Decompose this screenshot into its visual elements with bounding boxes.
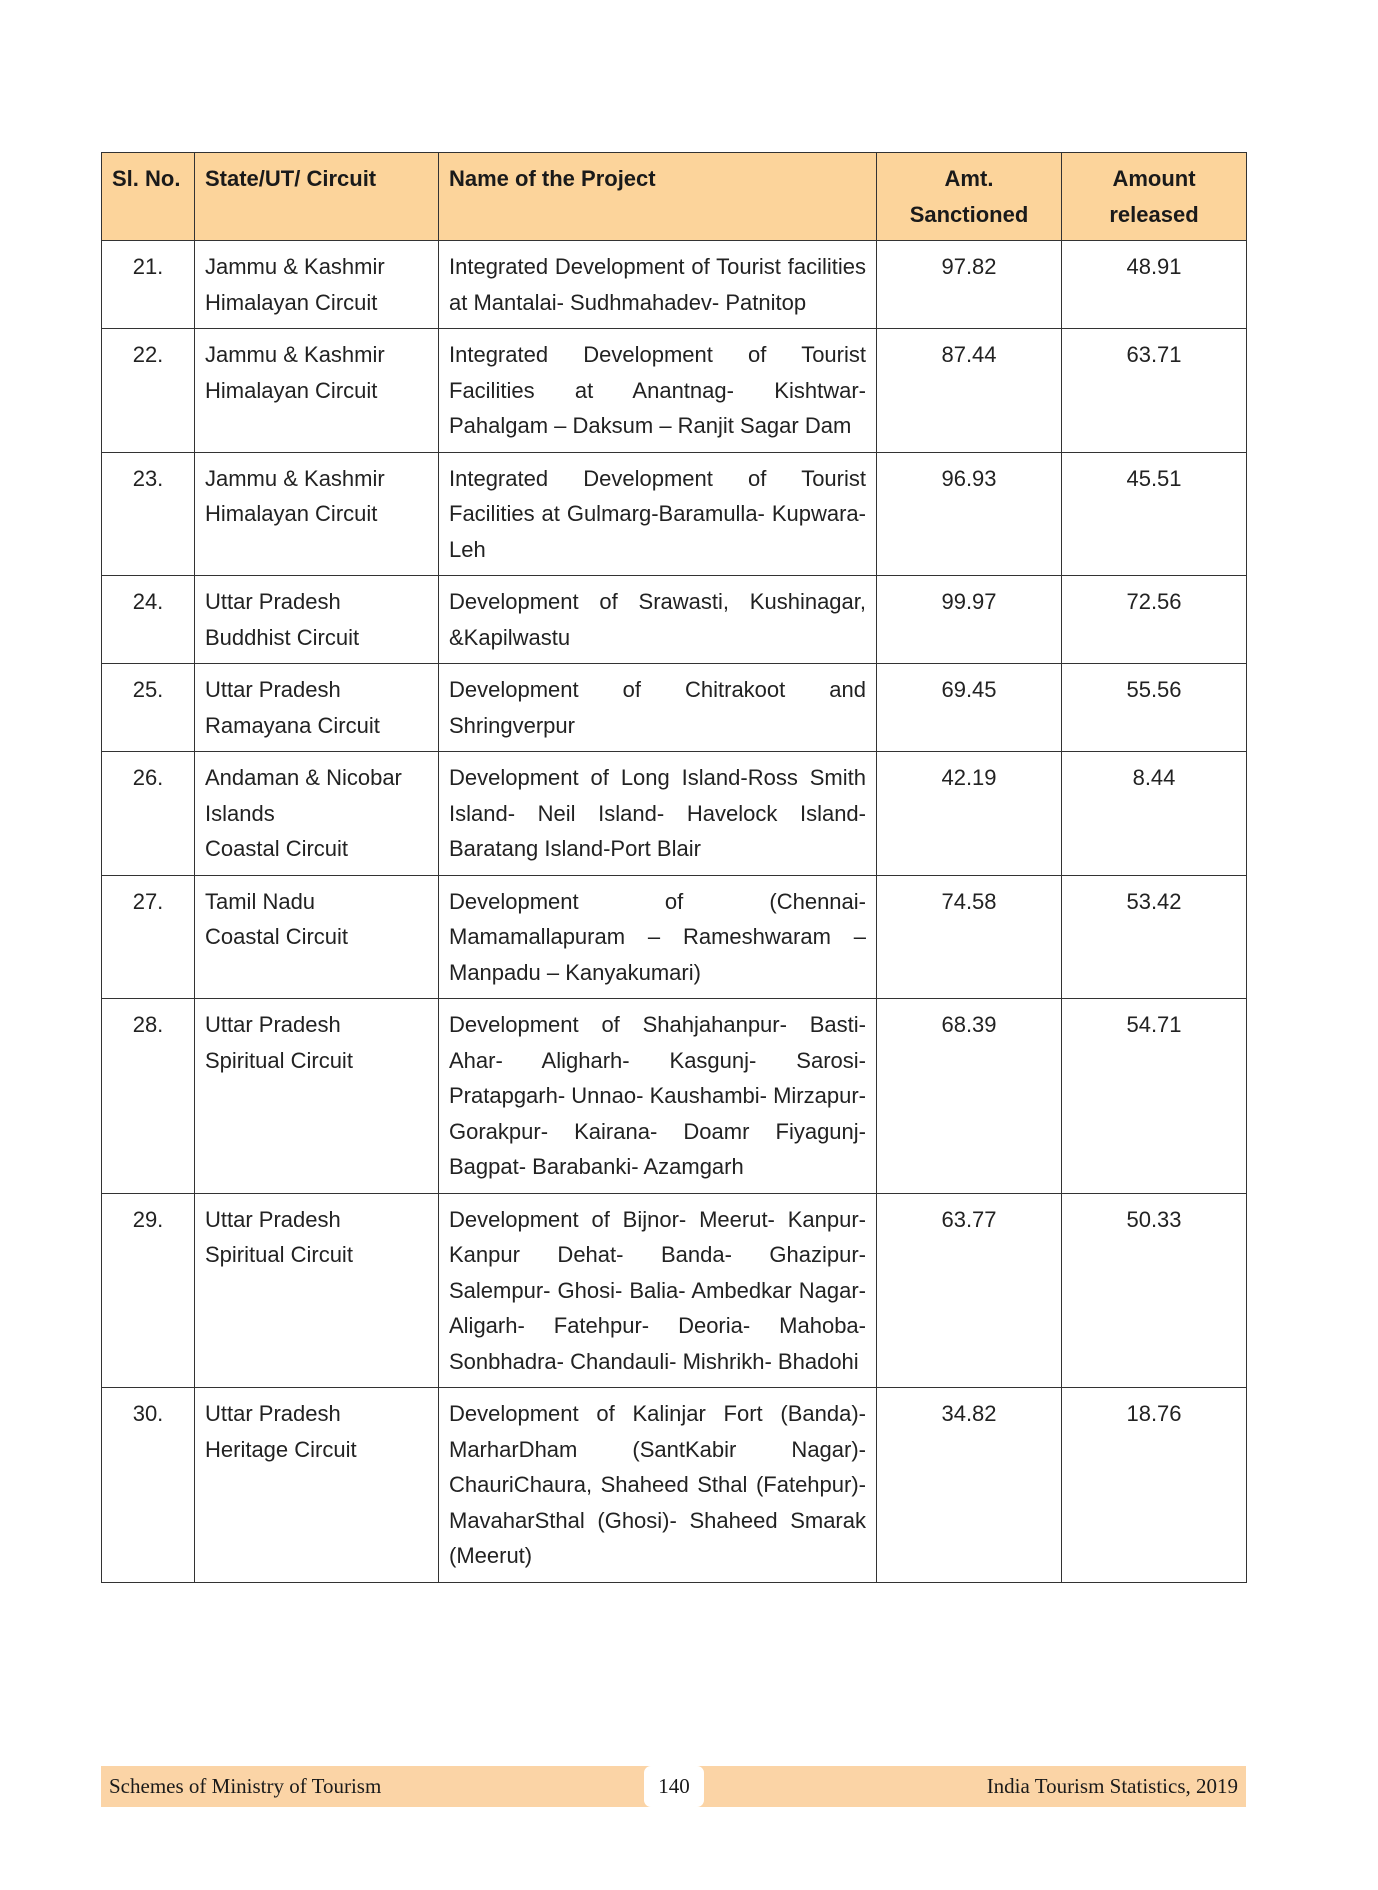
cell-amount-released: 8.44 bbox=[1062, 752, 1247, 876]
table-row bbox=[102, 576, 1247, 664]
cell-sl-no: 21. bbox=[102, 241, 195, 329]
cell-sl-no: 28. bbox=[102, 999, 195, 1194]
cell-state bbox=[195, 1388, 439, 1583]
cell-project-name: Development of Shahjahanpur- Basti- Ahar- Aligharh- Kasgunj- Sarosi- Pratapgarh- Unnao- Kaushambi- Mirzapur- Gorakpur- Kairana- Doamr Fiyagunj- Bagpat- Barabanki- Azamgarh bbox=[439, 999, 877, 1194]
cell-project-name: Integrated Development of Tourist Facilities at Gulmarg-Baramulla- Kupwara-Leh bbox=[439, 452, 877, 576]
cell-state-line: Uttar Pradesh bbox=[205, 589, 341, 614]
cell-state bbox=[195, 752, 439, 876]
cell-state bbox=[195, 329, 439, 453]
table-row bbox=[102, 452, 1247, 576]
cell-amount-released: 55.56 bbox=[1062, 664, 1247, 752]
cell-amount-released: 54.71 bbox=[1062, 999, 1247, 1194]
header-amount-released-line-2: released bbox=[1109, 201, 1199, 227]
cell-sl-no: 25. bbox=[102, 664, 195, 752]
header-row bbox=[102, 153, 1247, 241]
cell-state-line: Coastal Circuit bbox=[205, 924, 349, 949]
cell-project-name: Development of Kalinjar Fort (Banda)- MarharDham (SantKabir Nagar)- ChauriChaura, Shaheed Sthal (Fatehpur)- MavaharSthal (Ghosi)- Shaheed Smarak (Meerut) bbox=[439, 1388, 877, 1583]
cell-amount-released: 63.71 bbox=[1062, 329, 1247, 453]
cell-project-name: Development of Srawasti, Kushinagar, &Kapilwastu bbox=[439, 576, 877, 664]
cell-amount-released: 53.42 bbox=[1062, 875, 1247, 999]
cell-amt-sanctioned: 69.45 bbox=[877, 664, 1062, 752]
cell-state-line: Tamil Nadu bbox=[205, 888, 316, 914]
cell-amount-released: 18.76 bbox=[1062, 1388, 1247, 1583]
cell-amount-released: 50.33 bbox=[1062, 1193, 1247, 1388]
cell-state-line: Jammu & Kashmir bbox=[205, 465, 385, 491]
cell-sl-no: 27. bbox=[102, 875, 195, 999]
header-sl-no: Sl. No. bbox=[102, 153, 195, 241]
header-state: State/UT/ Circuit bbox=[195, 153, 439, 241]
cell-sl-no: 29. bbox=[102, 1193, 195, 1388]
cell-state-line: Uttar Pradesh bbox=[205, 677, 341, 702]
cell-state bbox=[195, 241, 439, 329]
table-row bbox=[102, 1388, 1247, 1583]
header-project: Name of the Project bbox=[439, 153, 877, 241]
cell-project-name: Integrated Development of Tourist Facilities at Anantnag- Kishtwar- Pahalgam – Daksum – Ranjit Sagar Dam bbox=[439, 329, 877, 453]
cell-sl-no: 23. bbox=[102, 452, 195, 576]
cell-state-line: Andaman & Nicobar bbox=[205, 765, 402, 790]
cell-project-name: Development of Chitrakoot and Shringverpur bbox=[439, 664, 877, 752]
cell-state-line: Heritage Circuit bbox=[205, 1436, 357, 1462]
cell-amt-sanctioned: 68.39 bbox=[877, 999, 1062, 1194]
cell-project-name: Development of (Chennai- Mamamallapuram – Rameshwaram – Manpadu – Kanyakumari) bbox=[439, 875, 877, 999]
cell-state-line: Jammu & Kashmir bbox=[205, 254, 385, 279]
cell-state-line: Spiritual Circuit bbox=[205, 1242, 353, 1267]
cell-project-name: Integrated Development of Tourist facilities at Mantalai- Sudhmahadev- Patnitop bbox=[439, 241, 877, 329]
header-amt-sanctioned-line-1: Amt. bbox=[944, 166, 994, 191]
table-row bbox=[102, 875, 1247, 999]
table-header bbox=[102, 153, 1247, 241]
cell-state-line: Islands bbox=[205, 800, 275, 826]
table-body bbox=[102, 241, 1247, 1583]
cell-state bbox=[195, 664, 439, 752]
header-amount-released bbox=[1062, 153, 1247, 241]
table-row bbox=[102, 329, 1247, 453]
table-row bbox=[102, 664, 1247, 752]
cell-sl-no: 30. bbox=[102, 1388, 195, 1583]
projects-table-container bbox=[101, 152, 1246, 1583]
cell-amt-sanctioned: 74.58 bbox=[877, 875, 1062, 999]
cell-state-line: Himalayan Circuit bbox=[205, 501, 378, 526]
cell-amt-sanctioned: 99.97 bbox=[877, 576, 1062, 664]
cell-state bbox=[195, 999, 439, 1194]
cell-project-name: Development of Bijnor- Meerut- Kanpur- Kanpur Dehat- Banda- Ghazipur- Salempur- Ghosi- Balia- Ambedkar Nagar- Aligarh- Fatehpur- Deoria- Mahoba- Sonbhadra- Chandauli- Mishrikh- Bhadohi bbox=[439, 1193, 877, 1388]
cell-amt-sanctioned: 34.82 bbox=[877, 1388, 1062, 1583]
table-row bbox=[102, 752, 1247, 876]
cell-sl-no: 26. bbox=[102, 752, 195, 876]
page-footer bbox=[101, 1766, 1246, 1807]
cell-amt-sanctioned: 63.77 bbox=[877, 1193, 1062, 1388]
cell-state-line: Himalayan Circuit bbox=[205, 289, 378, 315]
cell-sl-no: 22. bbox=[102, 329, 195, 453]
footer-publication-title: India Tourism Statistics, 2019 bbox=[986, 1774, 1238, 1798]
cell-state-line: Uttar Pradesh bbox=[205, 1206, 341, 1232]
cell-state-line: Jammu & Kashmir bbox=[205, 342, 385, 367]
cell-sl-no: 24. bbox=[102, 576, 195, 664]
cell-state bbox=[195, 452, 439, 576]
cell-project-name: Development of Long Island-Ross Smith Island- Neil Island- Havelock Island- Baratang Island-Port Blair bbox=[439, 752, 877, 876]
cell-state-line: Himalayan Circuit bbox=[205, 377, 378, 403]
header-amt-sanctioned-line-2: Sanctioned bbox=[909, 201, 1029, 227]
cell-amount-released: 72.56 bbox=[1062, 576, 1247, 664]
cell-amt-sanctioned: 96.93 bbox=[877, 452, 1062, 576]
cell-state-line: Coastal Circuit bbox=[205, 836, 349, 861]
header-amt-sanctioned bbox=[877, 153, 1062, 241]
cell-amt-sanctioned: 42.19 bbox=[877, 752, 1062, 876]
cell-state bbox=[195, 576, 439, 664]
table-row bbox=[102, 241, 1247, 329]
cell-state bbox=[195, 1193, 439, 1388]
table-row bbox=[102, 999, 1247, 1194]
cell-state-line: Buddhist Circuit bbox=[205, 624, 360, 650]
cell-state-line: Uttar Pradesh bbox=[205, 1401, 341, 1426]
cell-amount-released: 48.91 bbox=[1062, 241, 1247, 329]
cell-amount-released: 45.51 bbox=[1062, 452, 1247, 576]
header-amount-released-line-1: Amount bbox=[1112, 166, 1196, 191]
cell-state-line: Spiritual Circuit bbox=[205, 1047, 353, 1073]
projects-table bbox=[101, 152, 1247, 1583]
page-number: 140 bbox=[644, 1766, 704, 1807]
cell-state-line: Ramayana Circuit bbox=[205, 712, 380, 738]
cell-state-line: Uttar Pradesh bbox=[205, 1012, 341, 1037]
footer-section-title: Schemes of Ministry of Tourism bbox=[109, 1774, 382, 1798]
cell-amt-sanctioned: 97.82 bbox=[877, 241, 1062, 329]
table-row bbox=[102, 1193, 1247, 1388]
cell-amt-sanctioned: 87.44 bbox=[877, 329, 1062, 453]
cell-state bbox=[195, 875, 439, 999]
